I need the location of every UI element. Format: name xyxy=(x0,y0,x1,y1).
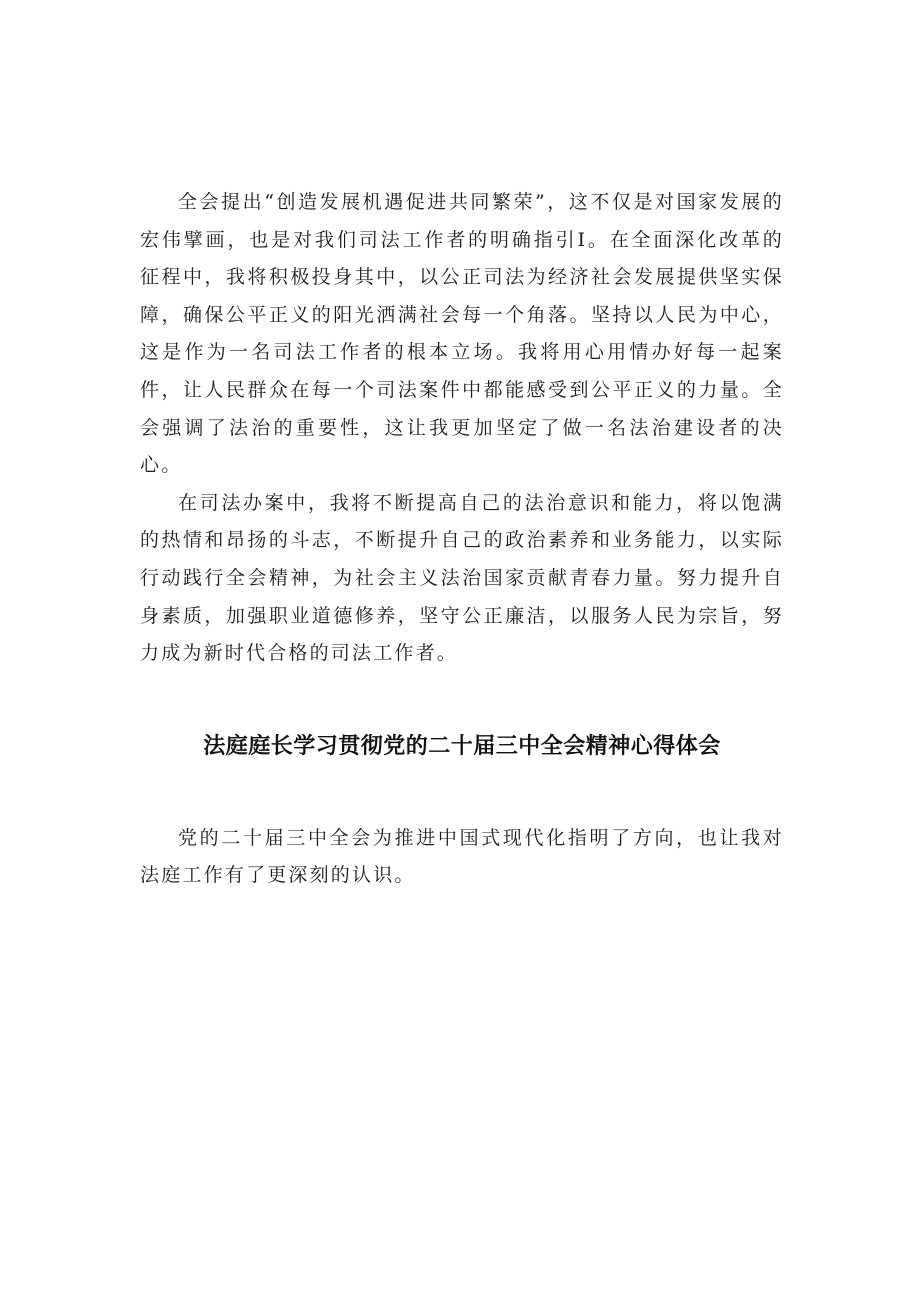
body-paragraph: 党的二十届三中全会为推进中国式现代化指明了方向，也让我对法庭工作有了更深刻的认识。 xyxy=(140,826,784,887)
body-paragraph: 在司法办案中，我将不断提高自己的法治意识和能力，将以饱满的热情和昂扬的斗志，不断提升自己的政治素养和业务能力，以实际行动践行全会精神，为社会主义法治国家贡献青春力量。努力提升自身素质，加强职业道德修养，坚守公正廉洁，以服务人民为宗旨，努力成为新时代合格的司法工作者。 xyxy=(140,491,784,665)
section-title: 法庭庭长学习贯彻党的二十届三中全会精神心得体会 xyxy=(203,733,721,759)
document-body xyxy=(140,184,784,895)
body-paragraph: 全会提出“创造发展机遇促进共同繁荣”，这不仅是对国家发展的宏伟擘画，也是对我们司法工作者的明确指引I。在全面深化改革的征程中，我将积极投身其中，以公正司法为经济社会发展提供坚实保障，确保公平正义的阳光洒满社会每一个角落。坚持以人民为中心，这是作为一名司法工作者的根本立场。我将用心用情办好每一起案件，让人民群众在每一个司法案件中都能感受到公平正义的力量。全会强调了法治的重要性，这让我更加坚定了做一名法治建设者的决心。 xyxy=(140,191,784,477)
